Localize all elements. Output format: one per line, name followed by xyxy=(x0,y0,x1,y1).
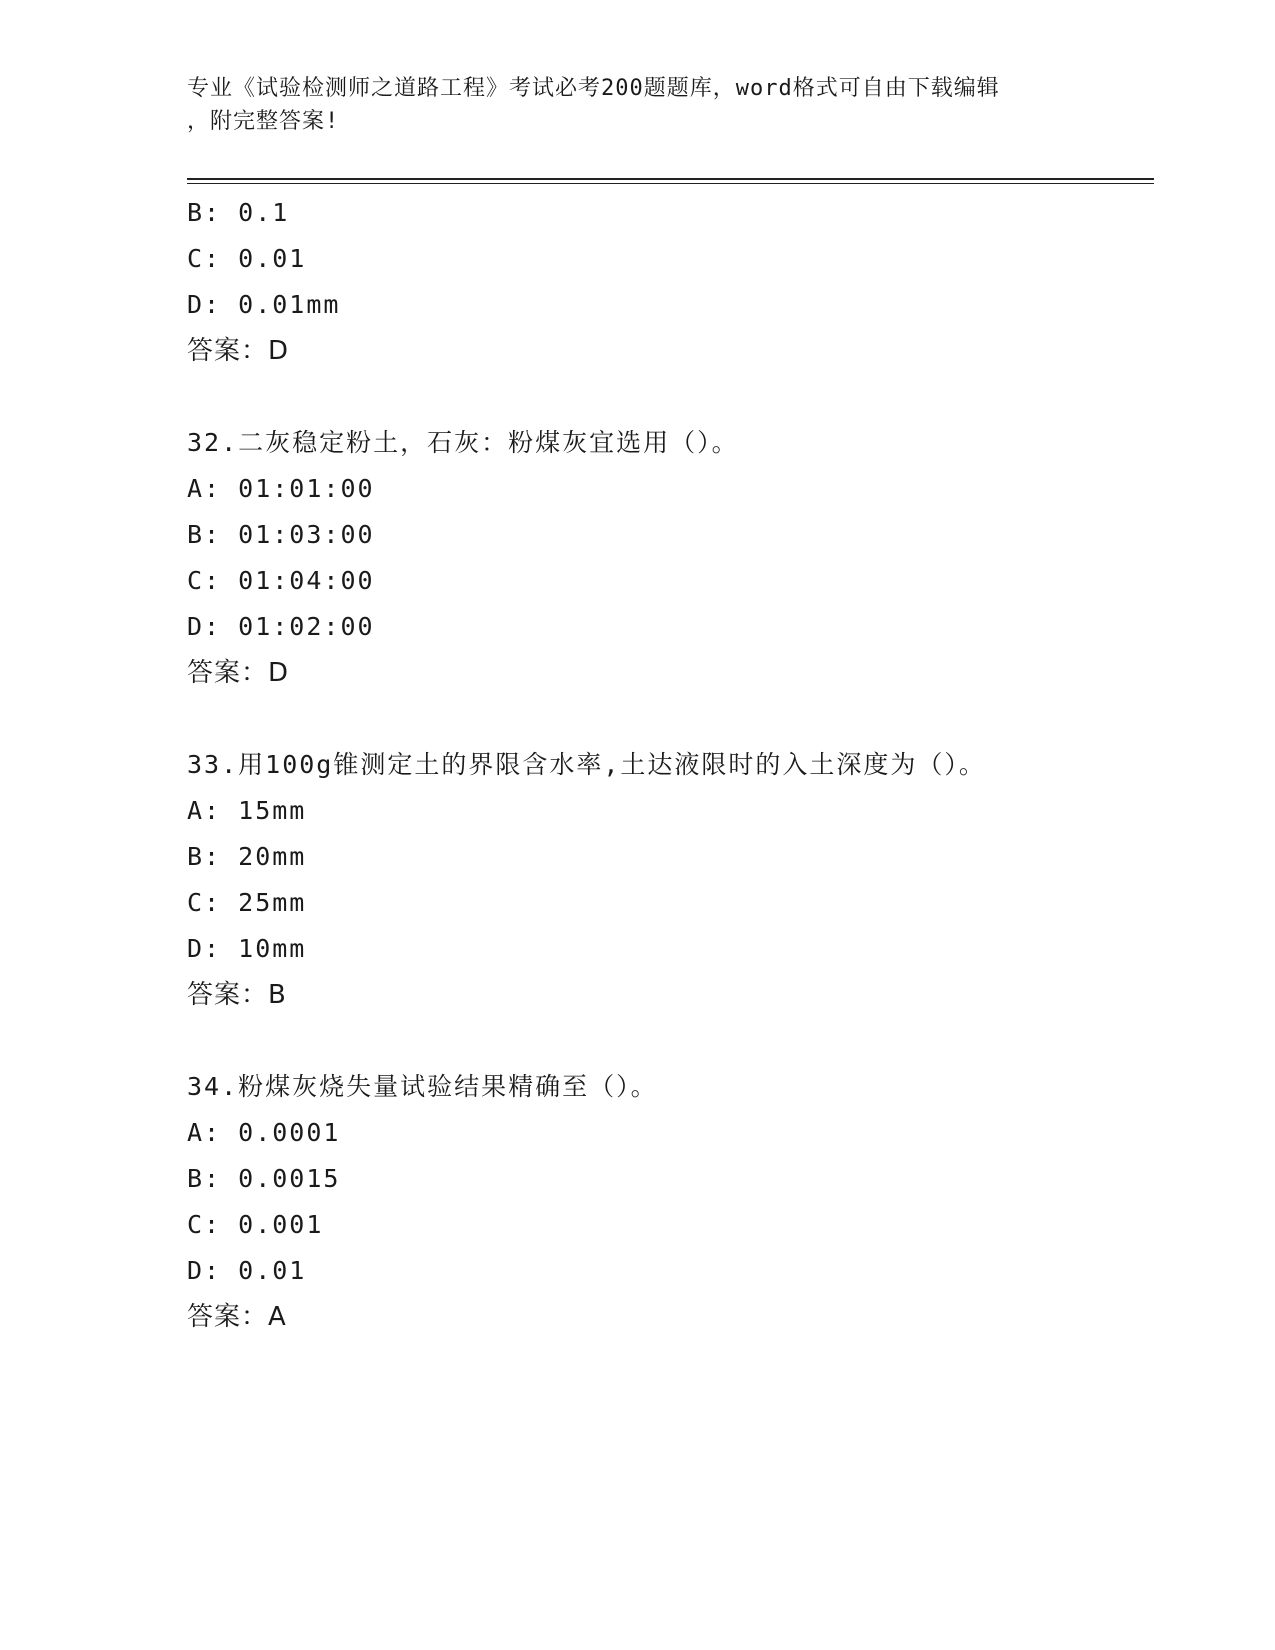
header-title-line2: ，附完整答案! xyxy=(187,109,340,134)
question-block-32 xyxy=(187,420,1154,696)
answer-label: 答案：A xyxy=(187,1302,287,1332)
question-stem: 33.用100g锥测定土的界限含水率,土达液限时的入土深度为（）。 xyxy=(187,750,986,779)
question-block-33 xyxy=(187,742,1154,1018)
option-d: D: 0.01mm xyxy=(187,290,341,319)
spacer xyxy=(187,374,1154,420)
option-b: B: 0.1 xyxy=(187,198,290,227)
option-b: B: 20mm xyxy=(187,842,307,871)
option-c: C: 0.01 xyxy=(187,244,307,273)
spacer xyxy=(187,1018,1154,1064)
header-divider-thick xyxy=(187,178,1154,180)
option-a: A: 0.0001 xyxy=(187,1118,341,1147)
header-title-line1: 专业《试验检测师之道路工程》考试必考200题题库，word格式可自由下载编辑 xyxy=(187,76,1000,101)
answer-label: 答案：B xyxy=(187,980,287,1010)
question-stem: 34.粉煤灰烧失量试验结果精确至（）。 xyxy=(187,1072,658,1101)
question-block-34 xyxy=(187,1064,1154,1340)
header-divider-thin xyxy=(187,183,1154,184)
spacer xyxy=(187,696,1154,742)
answer-label: 答案：D xyxy=(187,658,290,688)
option-a: A: 15mm xyxy=(187,796,307,825)
document-header xyxy=(187,72,1067,138)
question-stem: 32.二灰稳定粉土，石灰：粉煤灰宜选用（）。 xyxy=(187,428,739,457)
option-a: A: 01:01:00 xyxy=(187,474,375,503)
option-b: B: 01:03:00 xyxy=(187,520,375,549)
question-list xyxy=(187,190,1154,1340)
option-d: D: 0.01 xyxy=(187,1256,307,1285)
option-c: C: 01:04:00 xyxy=(187,566,375,595)
option-c: C: 25mm xyxy=(187,888,307,917)
option-b: B: 0.0015 xyxy=(187,1164,341,1193)
question-block-31 xyxy=(187,190,1154,374)
option-d: D: 01:02:00 xyxy=(187,612,375,641)
answer-label: 答案：D xyxy=(187,336,290,366)
option-c: C: 0.001 xyxy=(187,1210,324,1239)
option-d: D: 10mm xyxy=(187,934,307,963)
